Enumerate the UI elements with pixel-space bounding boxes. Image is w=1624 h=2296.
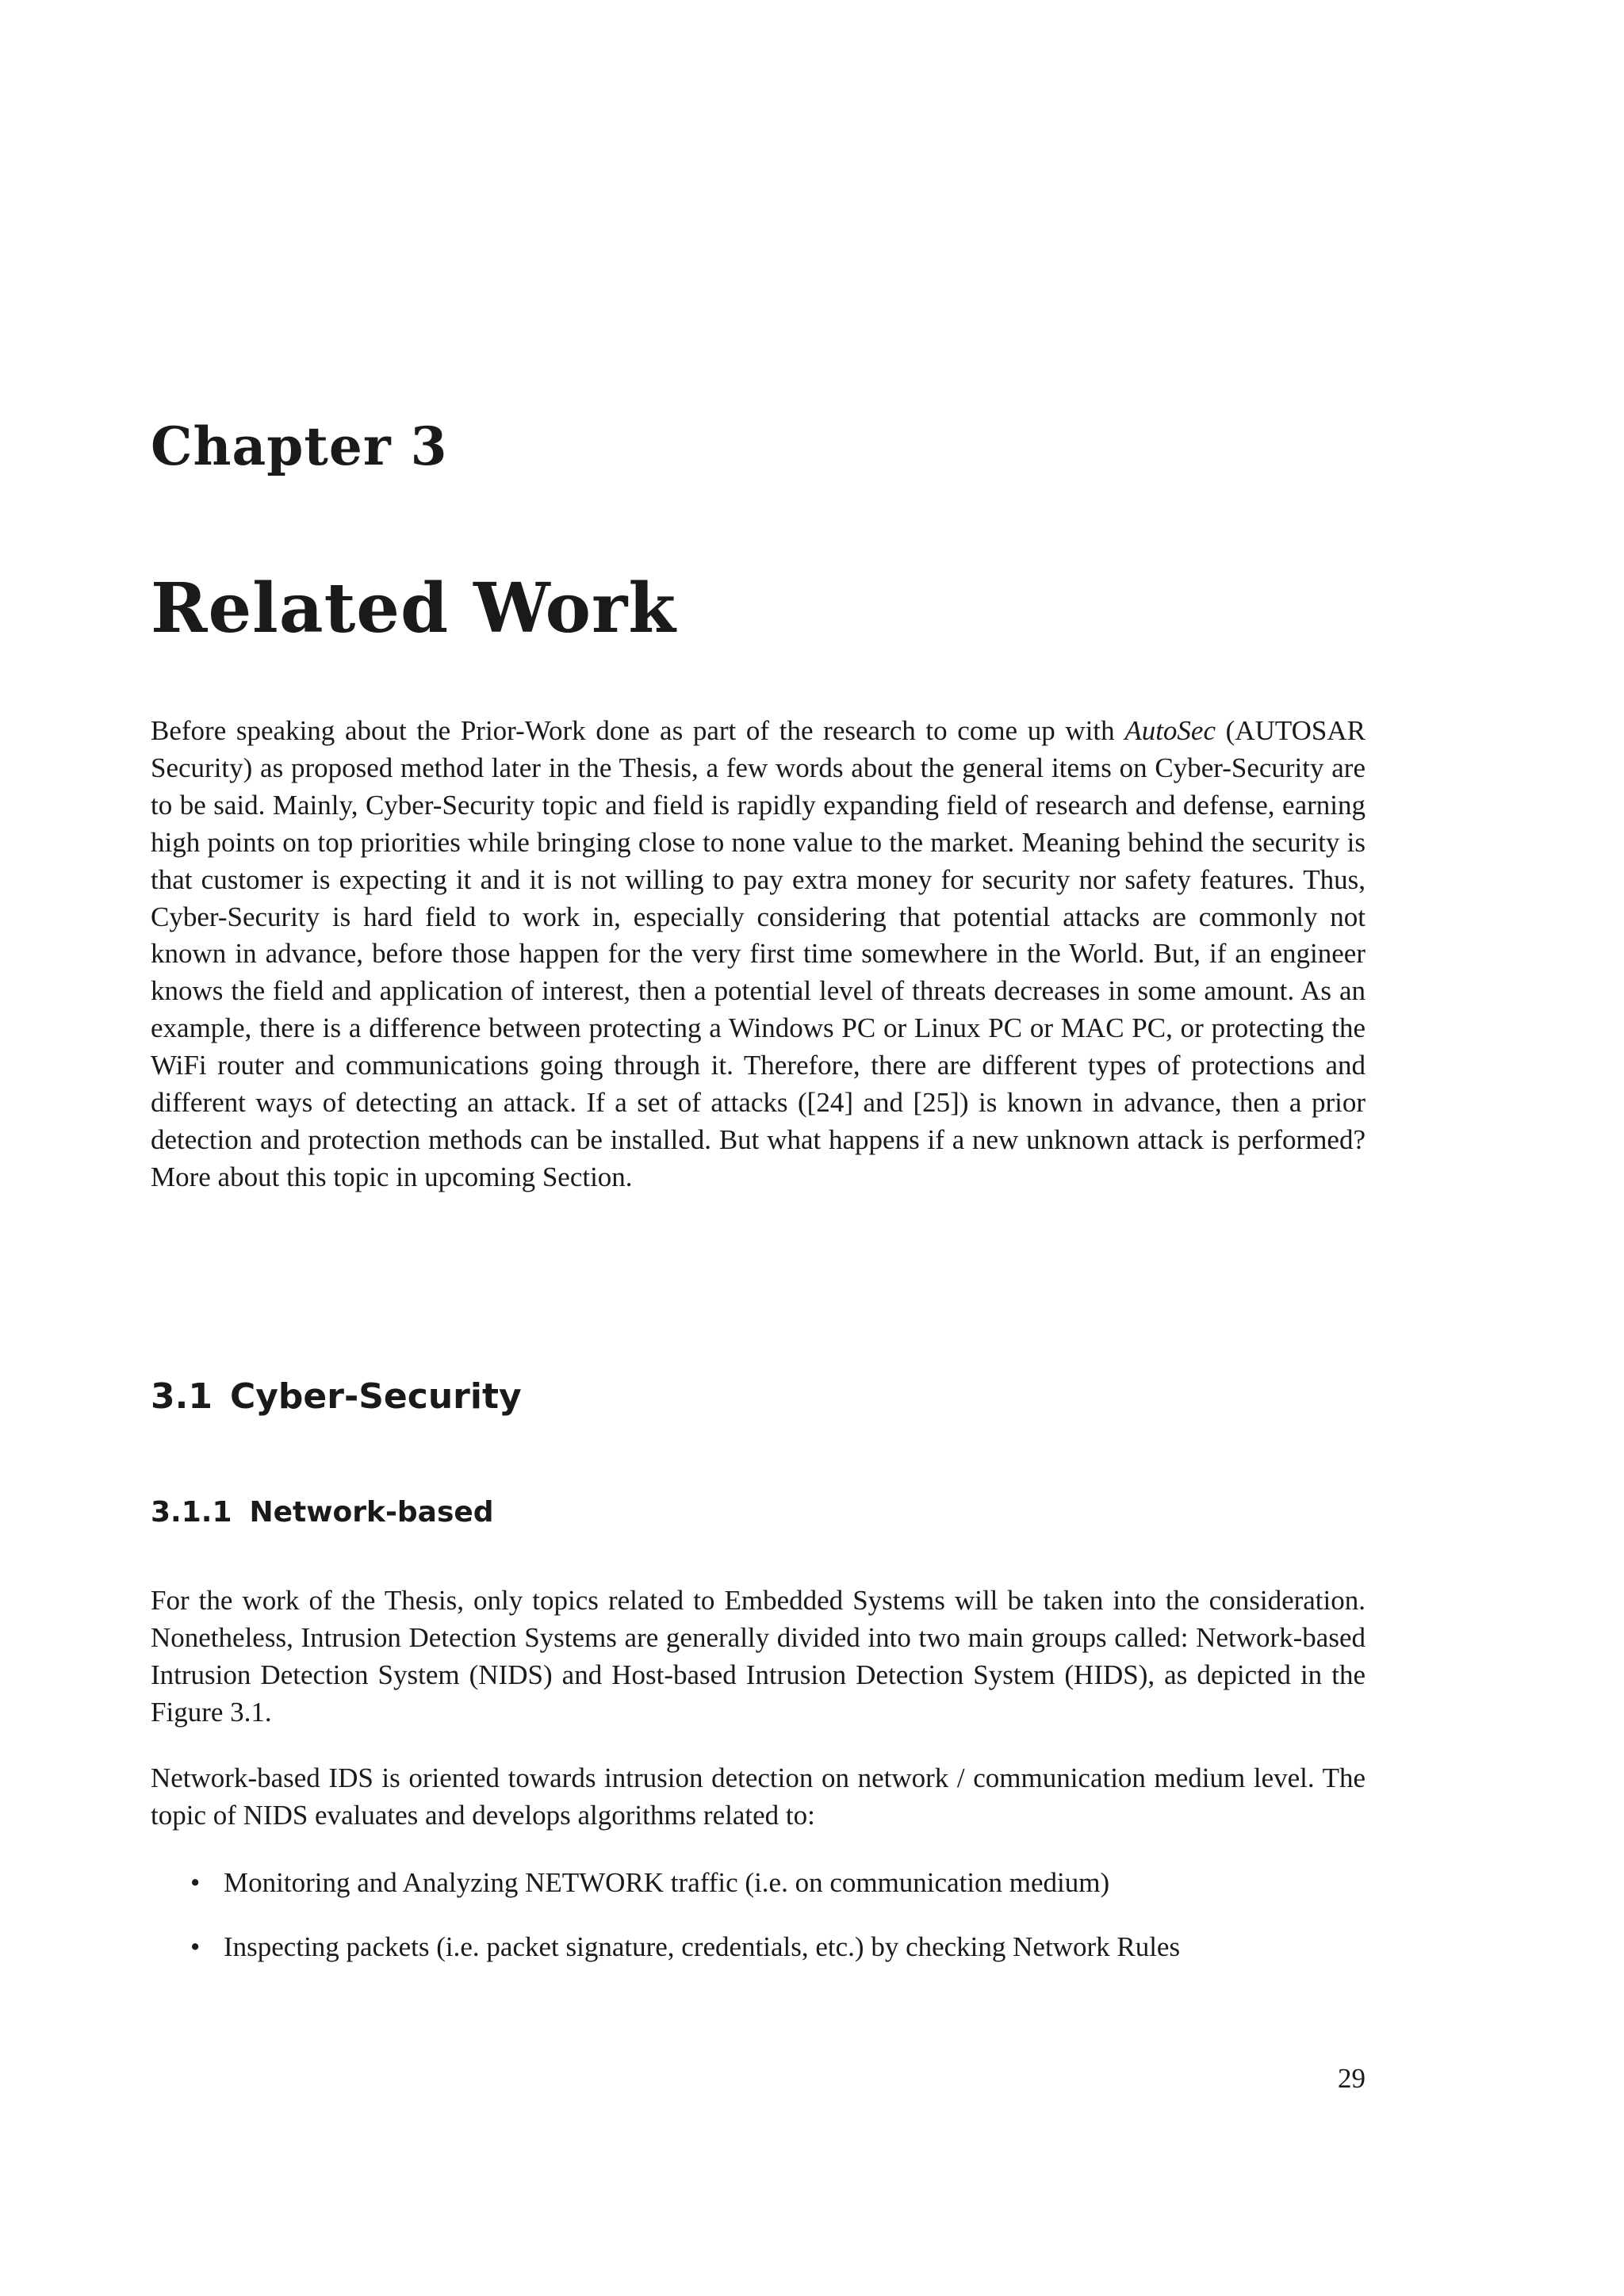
- section-heading: [151, 1376, 522, 1417]
- paragraph-ids-groups: For the work of the Thesis, only topics related to Embedded Systems will be taken into the consideration. Nonetheless, Intrusion Detection Systems are generally divided into two main groups called: Network-based Intrusion Detection System (NIDS) and Host-based Intrusion Detection System (HIDS), as depicted in the Figure 3.1.: [151, 1585, 1365, 1728]
- bullet-icon: •: [190, 1867, 201, 1898]
- subsection-title: Network-based: [249, 1496, 494, 1529]
- chapter-title: Related Work: [151, 568, 676, 649]
- page-number: 29: [1338, 2063, 1365, 2094]
- autosec-emphasis: AutoSec: [1124, 715, 1216, 746]
- nids-bullet-list: [151, 1865, 1365, 1993]
- subsection-heading: [151, 1498, 494, 1527]
- bullet-icon: •: [190, 1931, 201, 1962]
- list-item: [151, 1865, 1365, 1902]
- intro-paragraph: [151, 713, 1365, 1196]
- paragraph-nids-overview: Network-based IDS is oriented towards intrusion detection on network / communication medium level. The topic of NIDS evaluates and develops algorithms related to:: [151, 1762, 1365, 1831]
- section-title: Cyber-Security: [229, 1376, 522, 1417]
- subsection-number: 3.1.1: [151, 1496, 232, 1529]
- intro-text-start: Before speaking about the Prior-Work done as part of the research to come up with: [151, 715, 1125, 746]
- list-item-text: Monitoring and Analyzing NETWORK traffic (i.e. on communication medium): [224, 1867, 1110, 1898]
- intro-text-rest: (AUTOSAR Security) as proposed method later in the Thesis, a few words about the general items on Cyber-Security are to be said. Mainly, Cyber-Security topic and field is rapidly expanding field of research and defense, earning high points on top priorities while bringing close to none value to the market. Meaning behind the security is that customer is expecting it and it is not willing to pay extra money for security nor safety features. Thus, Cyber-Security is hard field to work in, especially considering that potential attacks are commonly not known in advance, before those happen for the very first time somewhere in the World. But, if an engineer knows the field and application of interest, then a potential level of threats decreases in some amount. As an example, there is a difference between protecting a Windows PC or Linux PC or MAC PC, or protecting the WiFi router and communications going through it. Therefore, there are different types of protections and different ways of detecting an attack. If a set of attacks ([24] and [25]) is known in advance, then a prior detection and protection methods can be installed. But what happens if a new unknown attack is performed? More about this topic in upcoming Section.: [151, 715, 1365, 1192]
- document-page: [151, 0, 1365, 2296]
- section-number: 3.1: [151, 1376, 213, 1417]
- chapter-label: Chapter 3: [151, 415, 448, 477]
- list-item-text: Inspecting packets (i.e. packet signature, credentials, etc.) by checking Network Rules: [224, 1931, 1181, 1962]
- list-item: [151, 1929, 1365, 1966]
